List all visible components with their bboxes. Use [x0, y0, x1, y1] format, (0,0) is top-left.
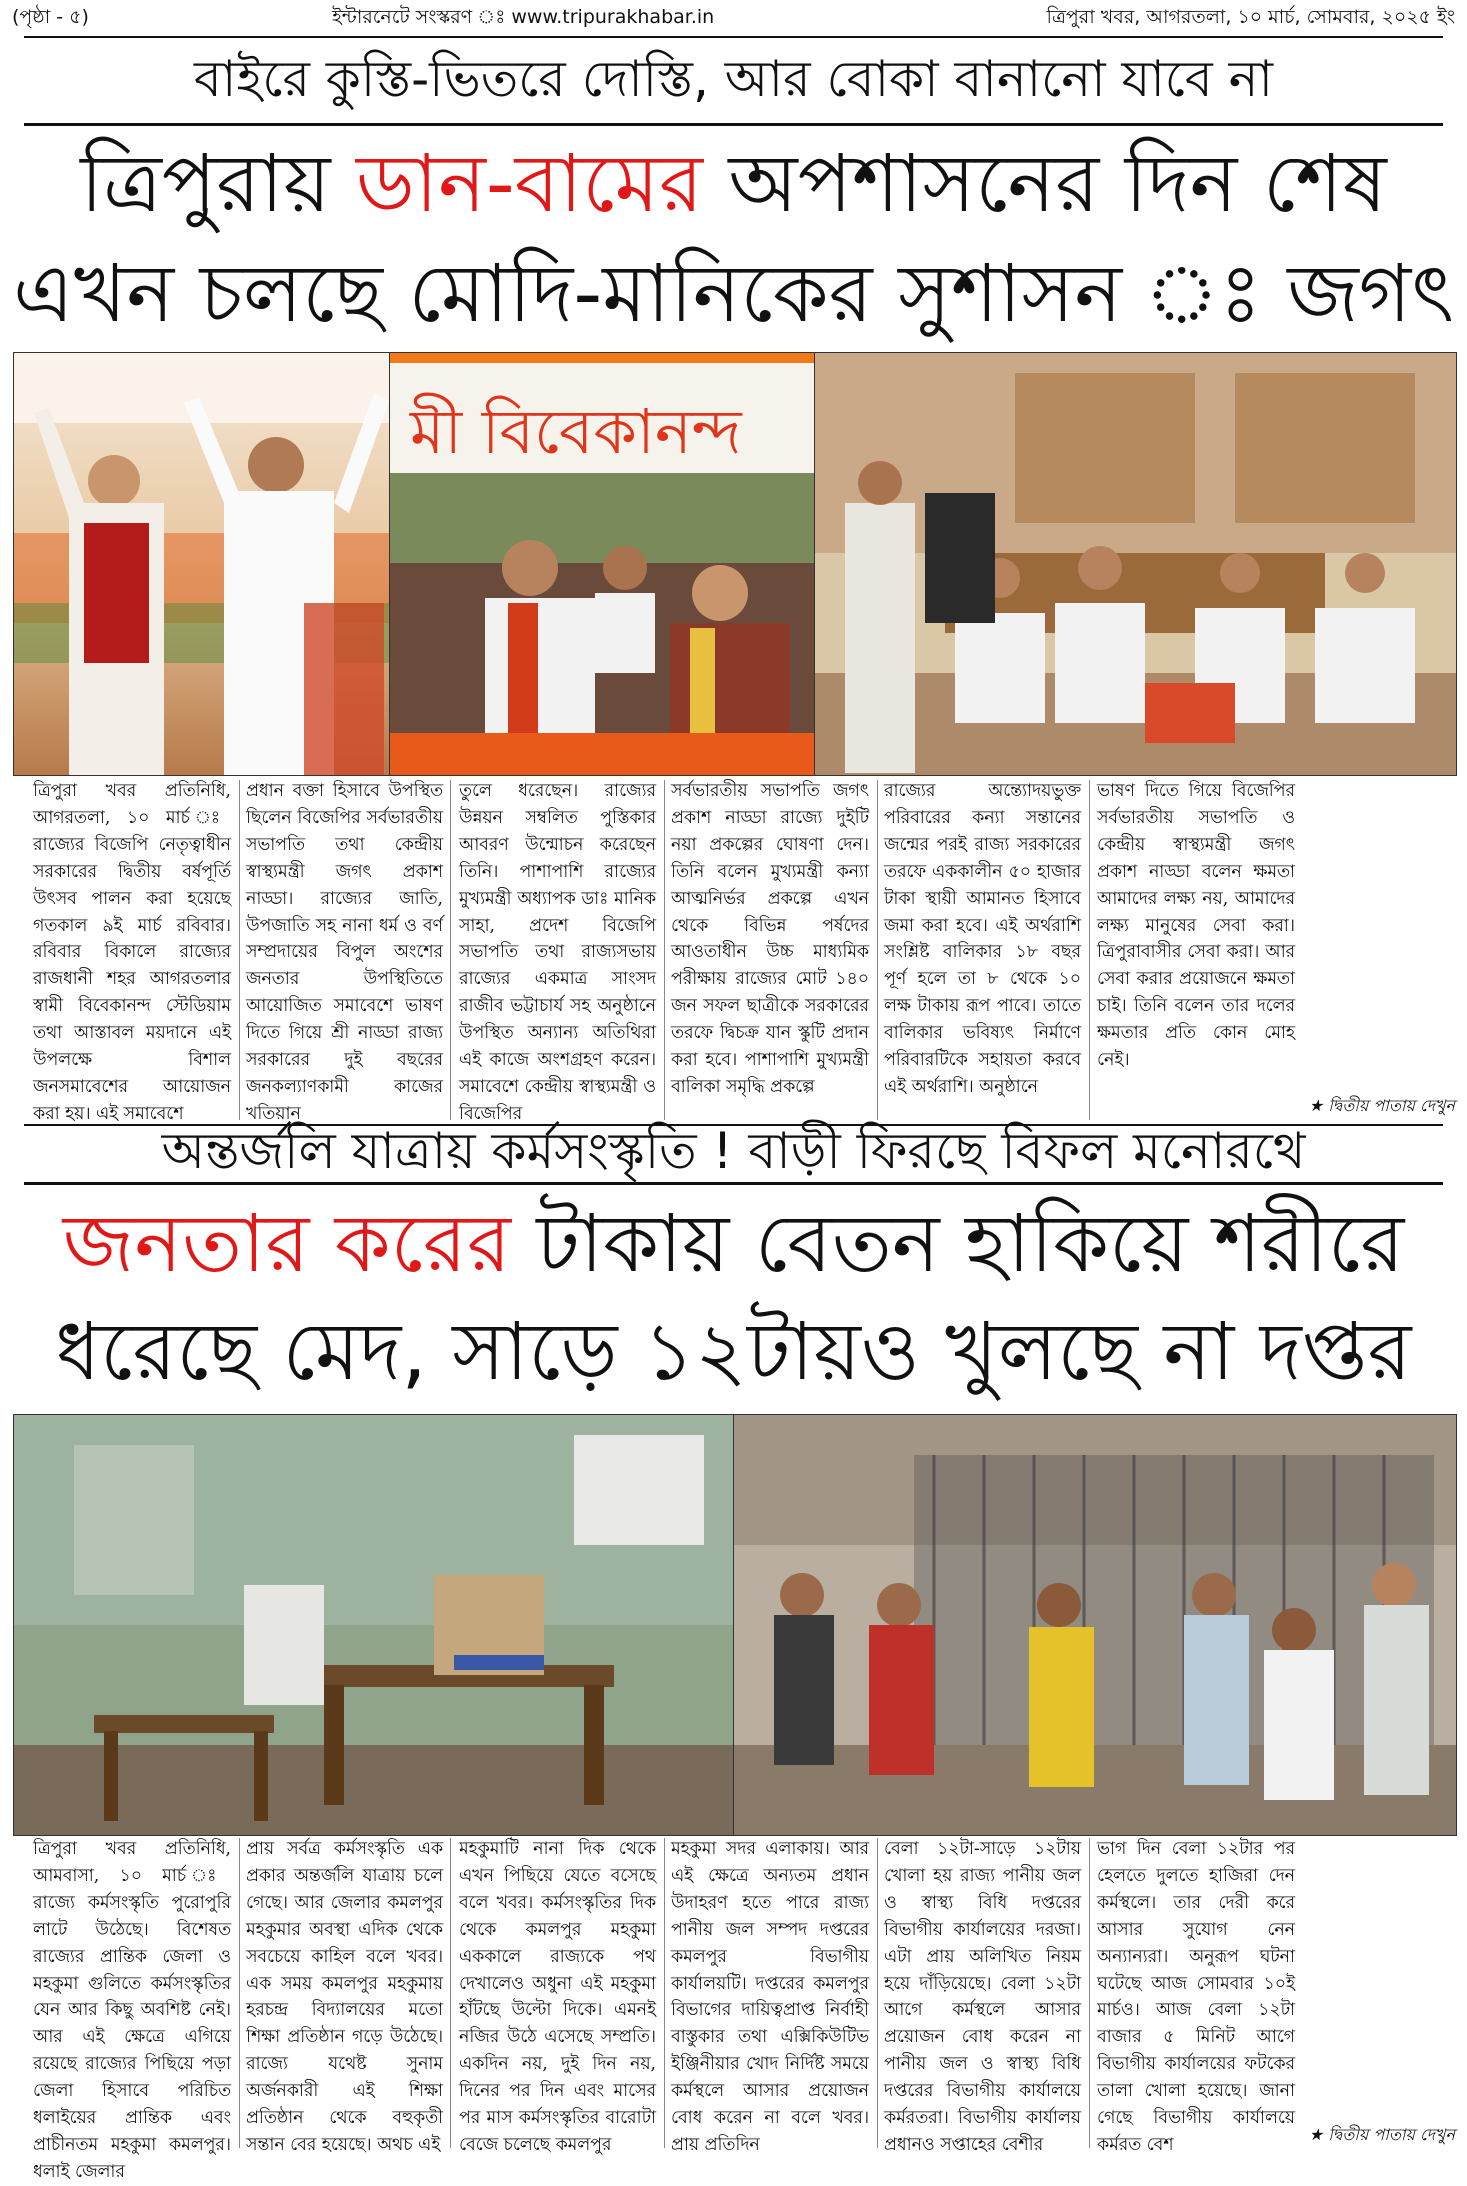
- story2-col4: মহকুমা সদর এলাকায়। আর এই ক্ষেত্রে অন্যতম প্রধান উদাহরণ হতে পারে রাজ্য পানীয় জল সম্পদ দপ্তরের কমলপুর বিভাগীয় কার্যালয়টি। দপ্তরের কমলপুর বিভাগের দায়িত্বপ্রাপ্ত নির্বাহী বাস্তুকার তথা এক্সিকিউটিভ ইঞ্জিনীয়ার খোদ নির্দিষ্ট সময়ে কর্মস্থলে আসার প্রয়োজন বোধ করেন না বলে খবর। প্রায় প্রতিদিন: [671, 1839, 869, 2155]
- story1-col5: রাজ্যের অন্ত্যোদয়ভুক্ত পরিবারের কন্যা সন্তানের জন্মের পরই রাজ্য সরকারের তরফে এককালীন ৫০ হাজার টাকা স্থায়ী আমানত হিসাবে জমা করা হবে। এই অর্থরাশি সংশ্লিষ্ট বালিকার ১৮ বছর পূর্ণ হলে তা ৮ থেকে ১০ লক্ষ টাকায় রূপ পাবে। তাতে বালিকার ভবিষ্যৎ নির্মাণে পরিবারটিকে সহায়তা করবে এই অর্থরাশি। অনুষ্ঠানে: [884, 781, 1081, 1097]
- dateline: ত্রিপুরা খবর, আগরতলা, ১০ মার্চ, সোমবার, ২০২৫ ইং: [1046, 6, 1455, 28]
- story2-col5: বেলা ১২টা-সাড়ে ১২টায় খোলা হয় রাজ্য পানীয় জল ও স্বাস্থ্য বিধি দপ্তরের বিভাগীয় কার্যালয়ের দরজা। এটা প্রায় অলিখিত নিয়ম হয়ে দাঁড়িয়েছে। বেলা ১২টা আগে কর্মস্থলে আসার প্রয়োজন বোধ করেন না পানীয় জল ও স্বাস্থ্য বিধি দপ্তরের বিভাগীয় কার্যালয়ে কর্মরতরা। বিভাগীয় কার্যালয় প্রধানও সপ্তাহের বেশীর: [884, 1839, 1081, 2155]
- photo-people-at-gate: [733, 1414, 1457, 1836]
- story2-continued: ★ দ্বিতীয় পাতায় দেখুন: [1308, 2125, 1455, 2144]
- story1-headline-line1: [10, 130, 1457, 238]
- story1-col3: তুলে ধরেছেন। রাজ্যের উন্নয়ন সম্বলিত পুস্তিকার আবরণ উন্মোচন করেছেন তিনি। পাশাপাশি রাজ্যের মুখ্যমন্ত্রী অধ্যাপক ডাঃ মানিক সাহা, প্রদেশ বিজেপি সভাপতি তথা রাজ্যসভায় রাজ্যের একমাত্র সাংসদ রাজীব ভট্টাচার্য সহ অনুষ্ঠানে উপস্থিত অন্যান্য অতিথিরা এই কাজে অংশগ্রহণ করেন। সমাবেশে কেন্দ্রীয় স্বাস্থ্যমন্ত্রী ও বিজেপির: [459, 781, 656, 1124]
- photo-empty-office: [13, 1414, 735, 1836]
- headline-highlight: জনতার করের: [62, 1197, 511, 1290]
- page-number: (পৃষ্ঠা - ৫): [12, 6, 89, 28]
- story2-headline-line1: [10, 1190, 1457, 1298]
- story1-col6: ভাষণ দিতে গিয়ে বিজেপির সর্বভারতীয় সভাপতি ও কেন্দ্রীয় স্বাস্থ্যমন্ত্রী জগৎ প্রকাশ নাড্ডা বলেন ক্ষমতা আমাদের লক্ষ্য নয়, আমাদের লক্ষ্য মানুষের সেবা করা। ত্রিপুরাবাসীর সেবা করা। আর সেবা করার প্রয়োজনে ক্ষমতা চাই। তিনি বলেন তার দলের ক্ষমতার প্রতি কোন মোহ নেই।: [1097, 781, 1295, 1071]
- column-divider: [664, 780, 665, 1120]
- headline-text: ত্রিপুরায়: [80, 137, 356, 230]
- story2-col3: মহকুমাটি নানা দিক থেকে এখন পিছিয়ে যেতে বসেছে বলে খবর। কর্মসংস্কৃতির দিক থেকে কমলপুর মহকুমা এককালে রাজ্যকে পথ দেখালেও অধুনা এই মহকুমা হাঁটছে উল্টো দিকে। এমনই নজির উঠে এসেছে সম্প্রতি। একদিন নয়, দুই দিন নয়, দিনের পর দিন এবং মাসের পর মাস কর্মসংস্কৃতির বারোটা বেজে চলেছে কমলপুর: [459, 1839, 656, 2155]
- photo-rally-stage: [13, 352, 391, 776]
- column-divider: [877, 1838, 878, 2148]
- headline-text: অপশাসনের দিন শেষ: [703, 137, 1387, 230]
- story2-kicker-rule: [24, 1182, 1443, 1185]
- masthead: [12, 4, 1455, 34]
- story1-kicker-rule: [24, 123, 1443, 126]
- story2-col6: ভাগ দিন বেলা ১২টার পর হেলতে দুলতে হাজিরা দেন কর্মস্থলে। তার দেরী করে আসার সুযোগ নেন অন্যান্যরা। অনুরূপ ঘটনা ঘটেছে আজ সোমবার ১০ই মার্চও। আজ বেলা ১২টা বাজার ৫ মিনিট আগে বিভাগীয় কার্যালয়ের ফটকের তালা খোলা হয়েছে। জানা গেছে বিভাগীয় কার্যালয়ে কর্মরত বেশ: [1097, 1839, 1295, 2155]
- story2-col1: ত্রিপুরা খবর প্রতিনিধি, আমবাসা, ১০ মার্চ ঃ রাজ্যে কর্মসংস্কৃতি পুরোপুরি লাটে উঠেছে। বিশেষত রাজ্যের প্রান্তিক জেলা ও মহকুমা গুলিতে কর্মসংস্কৃতির যেন আর কিছু অবশিষ্ট নেই। আর এই ক্ষেত্রে এগিয়ে রয়েছে রাজ্যের পিছিয়ে পড়া জেলা হিসাবে পরিচিত ধলাইয়ের প্রান্তিক এবং প্রাচীনতম মহকুমা কমলপুর। ধলাই জেলার: [33, 1839, 231, 2182]
- headline-text: টাকায় বেতন হাকিয়ে শরীরে: [510, 1197, 1405, 1290]
- edition-url: ইন্টারনেটে সংস্করণ ঃ www.tripurakhabar.in: [332, 6, 715, 28]
- story1-continued: ★ দ্বিতীয় পাতায় দেখুন: [1308, 1096, 1455, 1115]
- story1-headline-line2: এখন চলছে মোদি-মানিকের সুশাসন ঃ জগৎ: [13, 247, 1454, 340]
- story1-col2: প্রধান বক্তা হিসাবে উপস্থিত ছিলেন বিজেপির সর্বভারতীয় সভাপতি তথা কেন্দ্রীয় স্বাস্থ্যমন্ত্রী জগৎ প্রকাশ নাড্ডা। রাজ্যের জাতি, উপজাতি সহ নানা ধর্ম ও বর্ণ সম্প্রদায়ের বিপুল অংশের জনতার উপস্থিতিতে আয়োজিত সমাবেশে ভাষণ দিতে গিয়ে শ্রী নাড্ডা রাজ্য সরকারের দুই বছরের জনকল্যাণকামী কাজের খতিয়ান: [246, 781, 443, 1124]
- story2-kicker: অন্তর্জলি যাত্রায় কর্মসংস্কৃতি ! বাড়ী ফিরছে বিফল মনোরথে: [161, 1122, 1306, 1180]
- photo-dignitaries-on-dais: [389, 352, 816, 776]
- column-divider: [450, 780, 451, 1120]
- story1-col1: ত্রিপুরা খবর প্রতিনিধি, আগরতলা, ১০ মার্চ ঃ রাজ্যের বিজেপি নেতৃত্বাধীন সরকারের দ্বিতীয় বর্ষপূর্তি উৎসব পালন করা হয়েছে গতকাল ৯ই মার্চ রবিবার। রবিবার বিকালে রাজ্যের রাজধানী শহর আগরতলার স্বামী বিবেকানন্দ স্টেডিয়াম তথা আস্তাবল ময়দানে এই উপলক্ষে বিশাল জনসমাবেশের আয়োজন করা হয়। এই সমাবেশে: [33, 781, 231, 1124]
- story1-kicker: বাইরে কুস্তি-ভিতরে দোস্তি, আর বোকা বানানো যাবে না: [194, 50, 1273, 108]
- column-divider: [450, 1838, 451, 2148]
- column-divider: [1089, 1838, 1090, 2148]
- banner-text: মী বিবেকানন্দ: [410, 395, 742, 468]
- column-divider: [877, 780, 878, 1120]
- column-divider: [239, 780, 240, 1120]
- photo-group-indoor: [814, 352, 1457, 776]
- story1-col4: সর্বভারতীয় সভাপতি জগৎ প্রকাশ নাড্ডা রাজ্যে দুইটি নয়া প্রকল্পের ঘোষণা দেন। তিনি বলেন মুখ্যমন্ত্রী কন্যা আত্মনির্ভর প্রকল্পে এখন থেকে বিভিন্ন পর্ষদের আওতাধীন উচ্চ মাধ্যমিক পরীক্ষায় রাজ্যের মোট ১৪০ জন সফল ছাত্রীকে সরকারের তরফে দ্বিচক্র যান স্কুটি প্রদান করা হবে। পাশাপাশি মুখ্যমন্ত্রী বালিকা সমৃদ্ধি প্রকল্পে: [671, 781, 869, 1097]
- column-divider: [1089, 780, 1090, 1120]
- masthead-rule: [24, 36, 1443, 38]
- story2-col2: প্রায় সর্বত্র কর্মসংস্কৃতি এক প্রকার অন্তর্জলি যাত্রায় চলে গেছে। আর জেলার কমলপুর মহকুমার অবস্থা এদিক থেকে সবচেয়ে কাহিল বলে খবর। এক সময় কমলপুর মহকুমায় হরচন্দ্র বিদ্যালয়ের মতো শিক্ষা প্রতিষ্ঠান গড়ে উঠেছে। রাজ্যে যথেষ্ট সুনাম অর্জনকারী এই শিক্ষা প্রতিষ্ঠান থেকে বহুকৃতী সন্তান বের হয়েছে। অথচ এই: [246, 1839, 443, 2155]
- column-divider: [664, 1838, 665, 2148]
- story2-headline-line2: ধরেছে মেদ, সাড়ে ১২টায়ও খুলছে না দপ্তর: [55, 1305, 1412, 1398]
- column-divider: [239, 1838, 240, 2148]
- headline-highlight: ডান-বামের: [356, 137, 703, 230]
